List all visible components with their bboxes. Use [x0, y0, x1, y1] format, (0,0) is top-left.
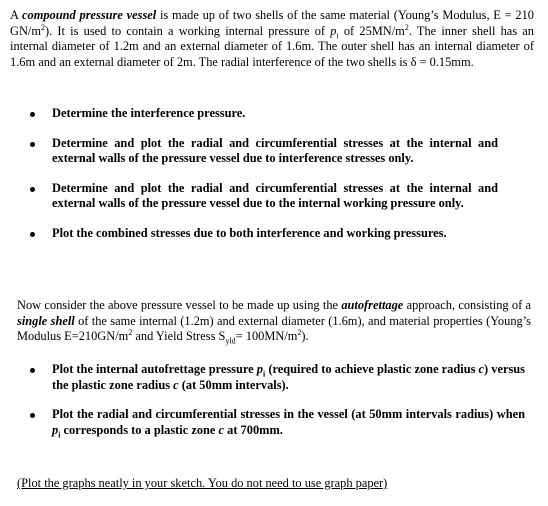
- intro-term: compound pressure vessel: [22, 8, 157, 22]
- bullet-icon: [30, 368, 35, 373]
- intro-text: of 25MN/m: [338, 23, 405, 38]
- bullet-icon: [30, 232, 35, 237]
- intro-text: ). It is used to contain a working internal pressure of: [44, 23, 331, 38]
- task-text: Plot the combined stresses due to both interference and working pressures.: [52, 225, 447, 240]
- para-text: Now consider the above pressure vessel to be made up using the: [17, 298, 342, 312]
- superscript: 2: [40, 22, 45, 32]
- single-shell-term: single shell: [17, 313, 75, 328]
- para-text: and Yield Stress S: [132, 329, 226, 343]
- task-text: Plot the radial and circumferential stresses in the vessel (at 50mm intervals radius) when: [52, 407, 525, 421]
- bullet-icon: [30, 187, 35, 192]
- list-item: [52, 136, 498, 167]
- task-text: (required to achieve plastic zone radius: [265, 362, 479, 376]
- subscript: i: [262, 369, 266, 379]
- list-item: [52, 226, 498, 242]
- list-item: [52, 181, 498, 212]
- pressure-variable: p: [52, 422, 59, 437]
- intro-paragraph: [10, 8, 534, 70]
- para-text: approach, consisting of a: [403, 298, 531, 312]
- subscript: i: [58, 429, 61, 439]
- task-text: Determine and plot the radial and circumferential stresses at the internal and external walls of the pressure vessel due to the internal working pressure only.: [52, 180, 498, 210]
- task-list-compound: [52, 106, 498, 255]
- para-text: = 100MN/m: [235, 329, 298, 343]
- bullet-icon: [30, 413, 35, 418]
- para-text: of the same internal (1.2m) and external diameter (1.6m), and material properties (Young’s Modulus E=210GN/m: [17, 313, 531, 343]
- task-text: (at 50mm intervals).: [178, 377, 289, 392]
- autofrettage-paragraph: [17, 298, 531, 345]
- subscript: i: [336, 30, 339, 40]
- intro-text: A: [10, 8, 23, 22]
- radius-variable: c: [218, 422, 225, 437]
- superscript: 2: [128, 327, 133, 337]
- list-item: [52, 407, 525, 438]
- autofrettage-term: autofrettage: [341, 298, 404, 312]
- superscript: 2: [297, 327, 302, 337]
- footnote: (Plot the graphs neatly in your sketch. You do not need to use graph paper): [17, 476, 388, 490]
- intro-text: . The inner shell has an internal diameter of 1.2m and an external diameter of 1.6m. The outer shell has an internal diameter of 1.6m and an external diameter of 2m. The radial interference of the two shells is δ = 0.15mm.: [10, 23, 534, 69]
- radius-variable: c: [478, 362, 485, 376]
- subscript: yld: [225, 336, 236, 346]
- task-text: Determine and plot the radial and circumferential stresses at the internal and external walls of the pressure vessel due to interference stresses only.: [52, 135, 498, 165]
- task-list-autofrettage: [52, 362, 525, 452]
- superscript: 2: [404, 22, 409, 32]
- bullet-icon: [30, 142, 35, 147]
- pressure-variable: p: [256, 362, 263, 376]
- list-item: [52, 106, 498, 122]
- pressure-variable: p: [330, 23, 337, 38]
- task-text: ) versus the plastic zone radius: [52, 362, 525, 392]
- para-text: ).: [301, 329, 309, 343]
- list-item: [52, 362, 525, 393]
- task-text: Plot the internal autofrettage pressure: [52, 362, 257, 376]
- intro-text: is made up of two shells of the same material (Young’s Modulus, E = 210 GN/m: [10, 8, 534, 38]
- bullet-icon: [30, 112, 35, 117]
- task-text: at 700mm.: [224, 422, 283, 437]
- task-text: corresponds to a plastic zone: [60, 422, 219, 437]
- radius-variable: c: [173, 377, 179, 392]
- task-text: Determine the interference pressure.: [52, 106, 246, 120]
